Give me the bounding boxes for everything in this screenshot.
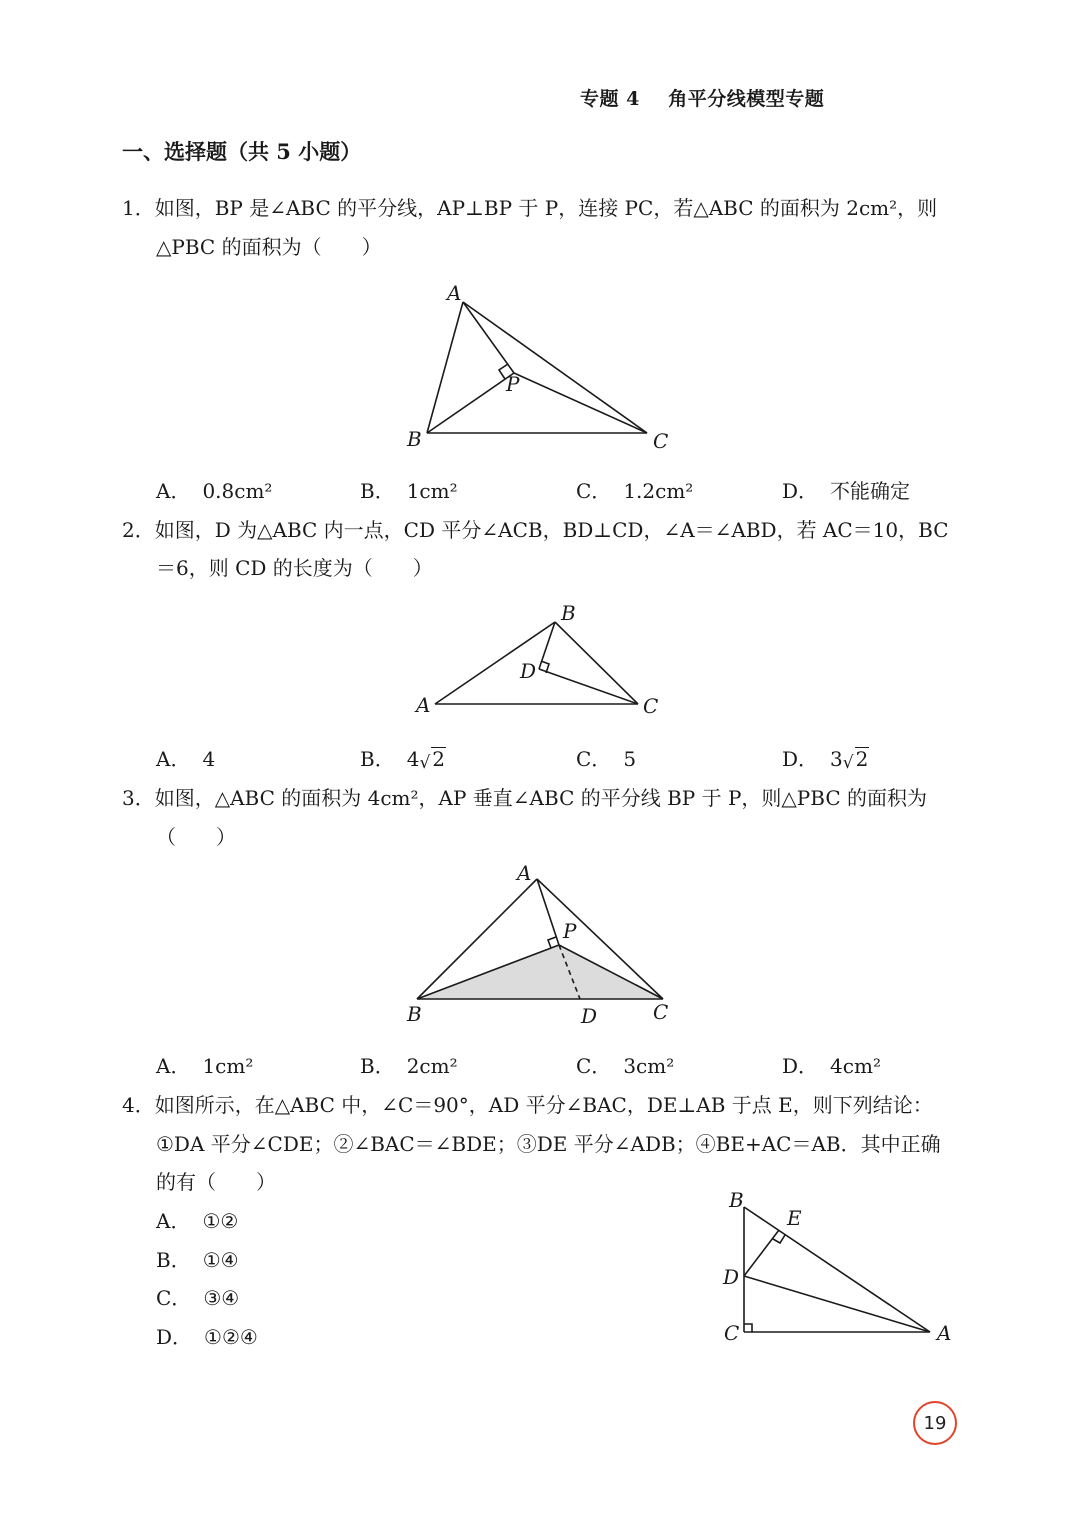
q4-line-1: 4．如图所示，在△ABC 中，∠C＝90°，AD 平分∠BAC，DE⊥AB 于点 E，则下列结论： <box>122 1093 933 1117</box>
q3-label-b: B <box>407 1002 422 1026</box>
q3-option-b[interactable]: B． 2cm² <box>360 1054 458 1078</box>
q2-line-bc <box>555 622 638 704</box>
q2-option-c[interactable]: C． 5 <box>576 747 637 771</box>
q4-label-a: A <box>937 1321 952 1345</box>
q1-line-pc <box>514 373 647 433</box>
q4-option-a[interactable]: A． ①② <box>156 1209 239 1233</box>
q2-label-b: B <box>561 601 576 625</box>
q2-option-d[interactable]: D． 3√ 2 <box>782 747 869 773</box>
page-number-badge: 19 <box>913 1401 957 1445</box>
q2-figure <box>410 600 670 720</box>
q3-line-2: （ ） <box>156 825 236 849</box>
q3-label-c: C <box>653 1000 669 1024</box>
q2-line-2: ＝6，则 CD 的长度为（ ） <box>156 556 433 580</box>
q1-label-c: C <box>653 429 669 453</box>
q3-option-d[interactable]: D． 4cm² <box>782 1054 881 1078</box>
q3-label-p: P <box>563 919 577 943</box>
q4-figure <box>715 1185 965 1350</box>
q3-label-d: D <box>581 1004 598 1028</box>
q3-figure <box>395 858 685 1033</box>
q2-label-c: C <box>643 694 659 718</box>
q2-line-dc <box>539 669 638 704</box>
q4-label-c: C <box>724 1321 740 1345</box>
q4-label-b: B <box>729 1188 744 1212</box>
q4-label-d: D <box>723 1265 740 1289</box>
q1-option-c[interactable]: C． 1.2cm² <box>576 479 694 503</box>
q1-label-p: P <box>506 372 520 396</box>
q4-right-angle-mark-c <box>744 1324 752 1332</box>
q1-option-a[interactable]: A． 0.8cm² <box>156 479 273 503</box>
q2-option-b[interactable]: B． 4√ 2 <box>360 747 446 773</box>
q1-line-2: △PBC 的面积为（ ） <box>156 235 382 259</box>
q4-line-de <box>744 1230 779 1276</box>
q1-line-ap <box>463 302 514 373</box>
q4-line-3: 的有（ ） <box>156 1170 276 1194</box>
q4-line-da <box>744 1276 930 1332</box>
q1-line-1: 1．如图，BP 是∠ABC 的平分线，AP⊥BP 于 P，连接 PC，若△ABC 的面积为 2cm²，则 <box>122 196 938 220</box>
q2-line-1: 2．如图，D 为△ABC 内一点，CD 平分∠ACB，BD⊥CD，∠A＝∠ABD，若 AC＝10，BC <box>122 518 949 542</box>
q1-label-a: A <box>447 281 462 305</box>
q3-option-c[interactable]: C． 3cm² <box>576 1054 675 1078</box>
section-title: 一、选择题（共 5 小题） <box>122 139 362 164</box>
q1-label-b: B <box>407 427 422 451</box>
q4-line-2: ①DA 平分∠CDE；②∠BAC＝∠BDE；③DE 平分∠ADB；④BE+AC＝AB．其中正确 <box>156 1132 941 1156</box>
q1-line-ac <box>463 302 647 433</box>
q3-shaded-triangle-pbc <box>417 945 663 999</box>
q1-option-d[interactable]: D． 不能确定 <box>782 479 911 503</box>
q4-option-d[interactable]: D． ①②④ <box>156 1325 258 1349</box>
q4-line-ba <box>744 1207 930 1332</box>
q2-option-a[interactable]: A． 4 <box>156 747 216 771</box>
q1-line-bp <box>427 373 514 433</box>
q3-option-a[interactable]: A． 1cm² <box>156 1054 254 1078</box>
q1-option-b[interactable]: B． 1cm² <box>360 479 458 503</box>
q1-line-ab <box>427 302 463 433</box>
q1-figure <box>395 278 685 458</box>
q3-line-1: 3．如图，△ABC 的面积为 4cm²，AP 垂直∠ABC 的平分线 BP 于 P，则△PBC 的面积为 <box>122 786 927 810</box>
q2-line-ab <box>435 622 555 704</box>
q3-label-a: A <box>517 861 532 885</box>
q4-option-c[interactable]: C． ③④ <box>156 1286 240 1310</box>
q2-label-d: D <box>520 659 537 683</box>
page-header: 专题 4 角平分线模型专题 <box>580 88 825 110</box>
q2-label-a: A <box>416 693 431 717</box>
q4-option-b[interactable]: B． ①④ <box>156 1248 239 1272</box>
q4-label-e: E <box>787 1206 802 1230</box>
